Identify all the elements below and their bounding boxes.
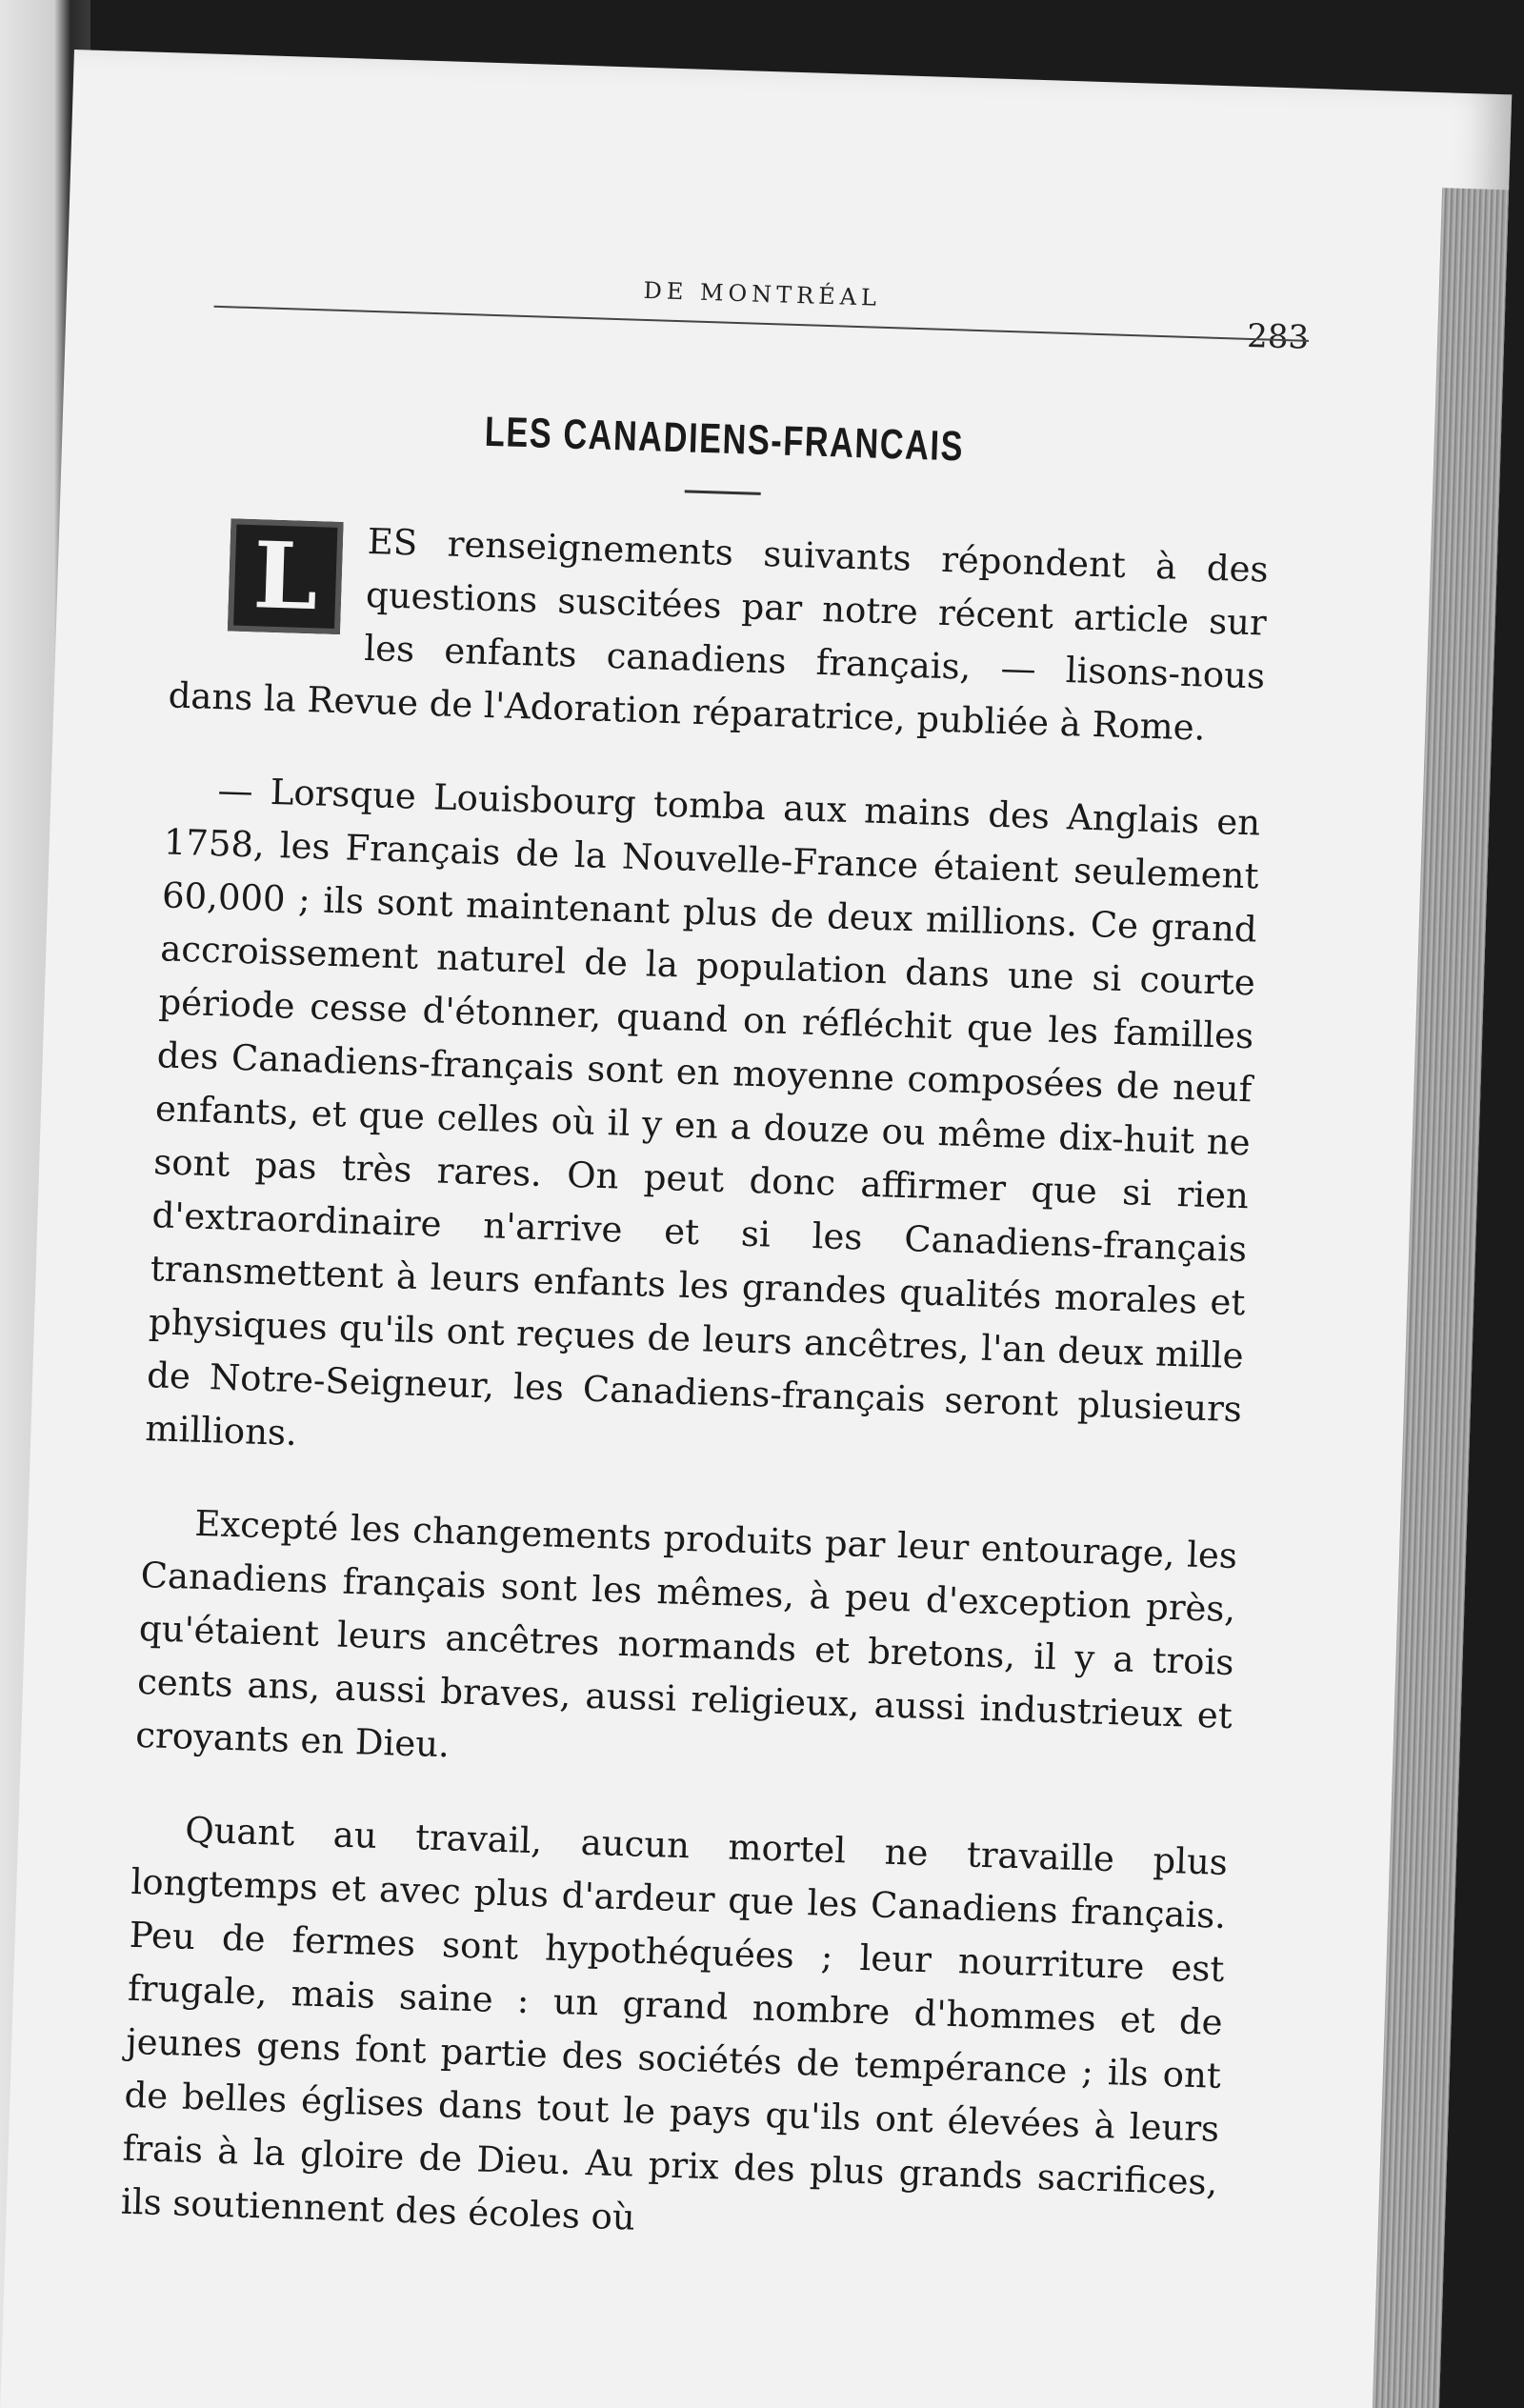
paragraph-2: — Lorsque Louisbourg tomba aux mains des Anglais en 1758, les Français de la Nouvelle-France étaient seulement 60,000 ; ils sont maintenant plus de deux millions. Ce grand accroissement naturel de la population dans une si courte période cesse d'étonner, quand on réfléchit que les familles des Canadiens-français sont en moyenne composées de neuf enfants, et que celles où il y en a douze ou même dix-huit ne sont pas très rares. On peut donc affirmer que si rien d'extraordinaire n'arrive et si les Canadiens-français transmettent à leurs enfants les grandes qualités morales et physiques qu'ils ont reçues de leurs ancêtres, l'an deux mille de Notre-Seigneur, les Canadiens-français seront plusieurs millions. (144, 770, 1261, 1455)
book-page (0, 50, 1512, 2408)
running-head-title: DE MONTRÉAL (643, 276, 882, 311)
paragraph-3: Excepté les changements produits par leur entourage, les Canadiens français sont les mêmes, à peu d'exception près, qu'étaient leurs ancêtres normands et bretons, il y a trois cents ans, aussi braves, aussi religieux, aussi industrieux et croyants en Dieu. (134, 1502, 1238, 1766)
paragraph-1: ES renseignements suivants répondent à des questions suscitées par notre récent article sur les enfants canadiens français, — lisons-nous dans la Revue de l'Adoration réparatrice, publiée à Rome. (168, 520, 1270, 749)
article (120, 396, 1273, 2263)
lead-paragraph-block (168, 510, 1269, 757)
paragraph-4: Quant au travail, aucun mortel ne travaille plus longtemps et avec plus d'ardeur que les Canadiens français. Peu de fermes sont hypothéquées ; leur nourriture est frugale, mais saine : un grand nombre d'hommes et de jeunes gens font partie des sociétés de tempérance ; ils ont de belles églises dans tout le pays qu'ils ont élevées à leurs frais à la gloire de Dieu. Au prix des plus grands sacrifices, ils soutiennent des écoles où (120, 1809, 1229, 2238)
ornamental-initial-icon: L (228, 518, 344, 634)
article-title: LES CANADIENS-FRANCAIS (484, 408, 965, 471)
title-rule (685, 490, 761, 495)
page-number: 283 (1246, 316, 1310, 357)
page-stack-edge (1370, 188, 1509, 2408)
running-head (213, 264, 1311, 365)
